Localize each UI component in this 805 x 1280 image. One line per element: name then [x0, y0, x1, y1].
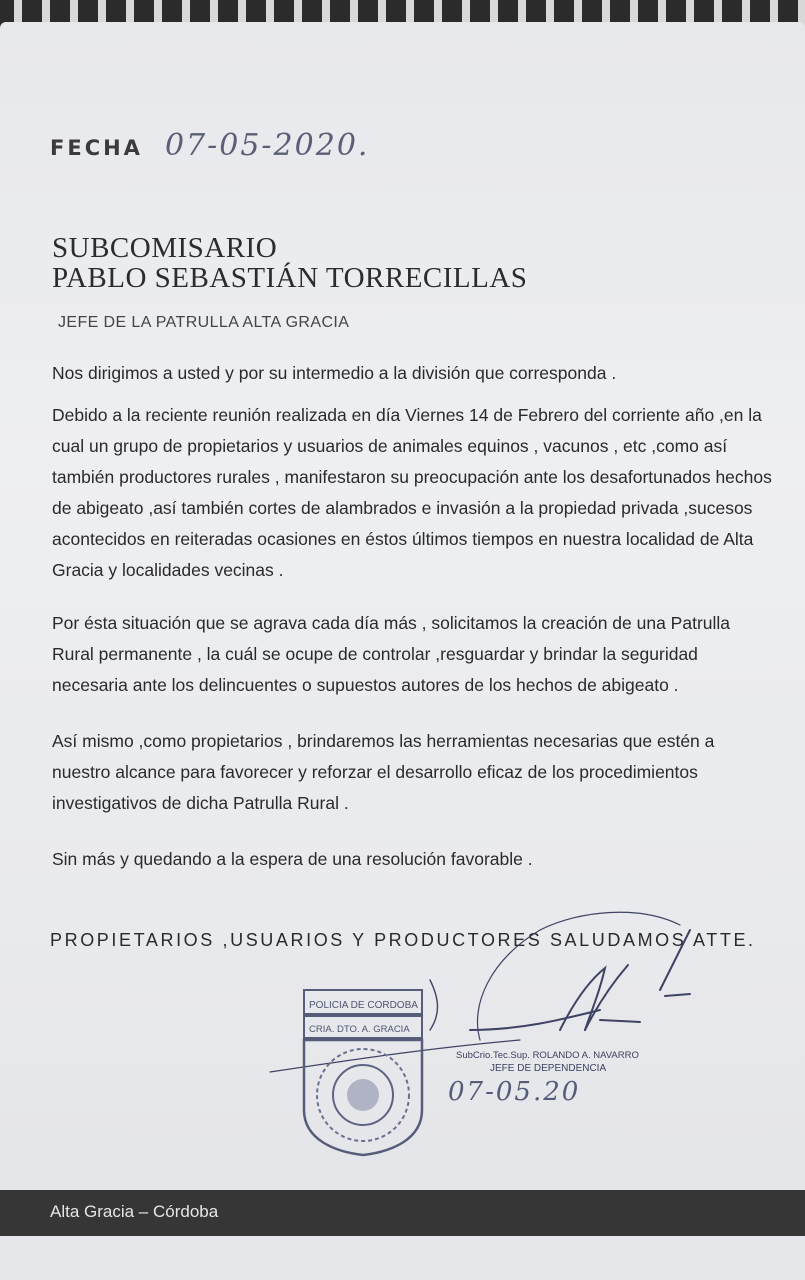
recipient-role: JEFE DE LA PATRULLA ALTA GRACIA [58, 314, 350, 331]
officer-name: SubCrio.Tec.Sup. ROLANDO A. NAVARRO [456, 1050, 639, 1061]
date-label: FECHA [50, 136, 143, 160]
handwritten-date: 07-05-2020. [164, 128, 370, 163]
body-paragraph-2: Por ésta situación que se agrava cada día más , solicitamos la creación de una Patrulla Rural permanente , la cuál se ocupe de controlar ,resguardar y brindar la seguridad necesaria ante los delincuentes o supuestos autores de los hechos de abigeato . [52, 613, 731, 695]
footer-location: Alta Gracia – Córdoba [50, 1202, 219, 1221]
date-line [50, 128, 369, 163]
seal-text-2: CRIA. DTO. A. GRACIA [309, 1024, 410, 1035]
seal-text-1: POLICIA DE CORDOBA [309, 1000, 418, 1011]
officer-position: JEFE DE DEPENDENCIA [490, 1063, 607, 1074]
body-paragraph-1: Debido a la reciente reunión realizada en día Viernes 14 de Febrero del corriente año ,en la cual un grupo de propietarios y usuarios de animales equinos , vacunos , etc ,como así también productores rurales , manifestaron su preocupación ante los desafortunados hechos de abigeato ,así también cortes de alambrados e invasión a la propiedad privada ,sucesos acontecidos en reiteradas ocasiones en éstos últimos tiempos en nuestra localidad de Alta Gracia y localidades vecinas . [52, 405, 772, 580]
signature-date: 07-05.20 [448, 1077, 581, 1107]
closing-salutation: PROPIETARIOS ,USUARIOS Y PRODUCTORES SALUDAMOS ATTE. [50, 930, 756, 950]
body-paragraph-3: Así mismo ,como propietarios , brindaremos las herramientas necesarias que estén a nuestro alcance para favorecer y reforzar el desarrollo eficaz de los procedimientos investigativos de dicha Patrulla Rural . [52, 731, 715, 813]
footer-bar [0, 1190, 805, 1236]
body-paragraph-4: Sin más y quedando a la espera de una resolución favorable . [52, 849, 533, 869]
recipient-title: SUBCOMISARIO [52, 232, 278, 264]
page-bottom-margin [0, 1236, 805, 1280]
intro-paragraph: Nos dirigimos a usted y por su intermedio a la división que corresponda . [52, 363, 617, 383]
recipient-name: PABLO SEBASTIÁN TORRECILLAS [52, 262, 528, 294]
